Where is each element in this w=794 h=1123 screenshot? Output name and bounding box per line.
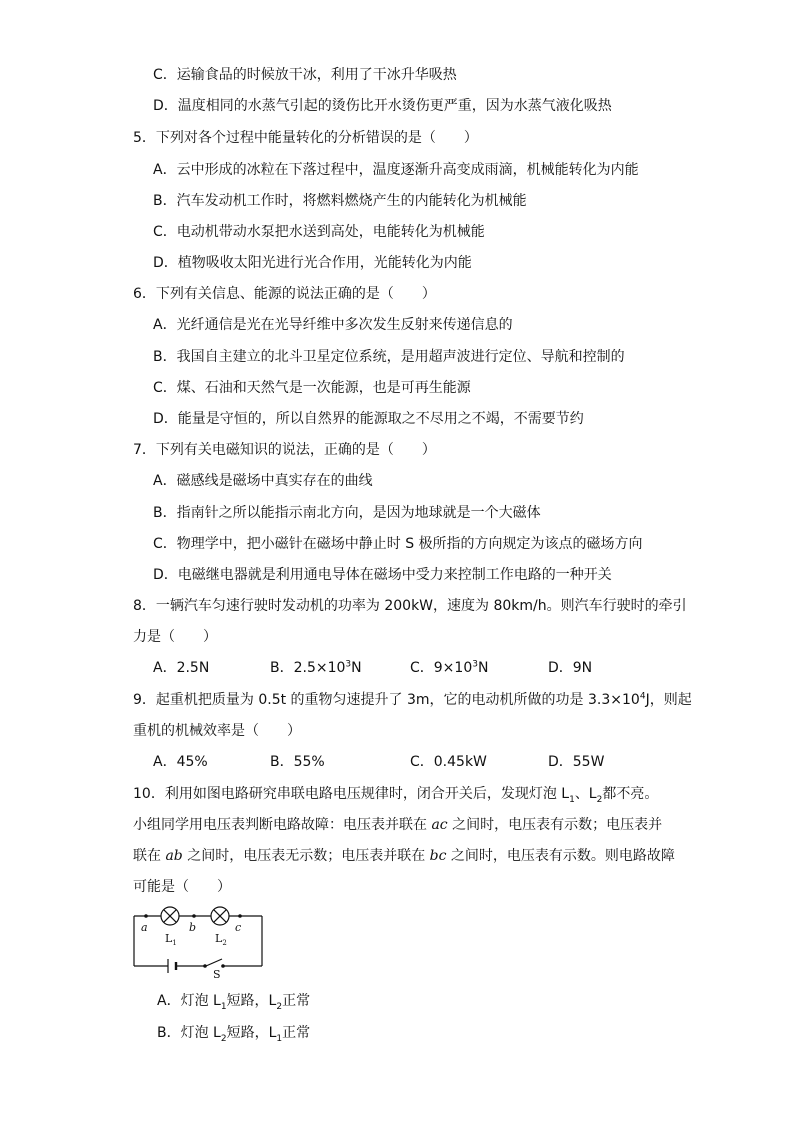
q6-option-d: D．能量是守恒的，所以自然界的能源取之不尽用之不竭，不需要节约: [153, 411, 584, 427]
q7-option-a: A．磁感线是磁场中真实存在的曲线: [153, 473, 373, 489]
q9-stem-line2: 重机的机械效率是（ ）: [133, 723, 301, 739]
q8-option-a: A．2.5N: [153, 660, 210, 676]
q9-option-d: D．55W: [548, 754, 605, 770]
label-c: c: [235, 921, 242, 934]
label-l2: $L_2$: [215, 932, 227, 947]
lamp-l2-icon: [211, 907, 229, 925]
q10-stem-line2: 小组同学用电压表判断电路故障：电压表并联在 ac 之间时，电压表有示数；电压表并: [133, 817, 663, 833]
q8-stem-line1: 8．一辆汽车匀速行驶时发动机的功率为 200kW，速度为 80km/h。则汽车行驶时的牵引: [133, 598, 687, 614]
q7-stem: 7．下列有关电磁知识的说法，正确的是（ ）: [133, 442, 436, 458]
q10-stem-line3: 联在 ab 之间时，电压表无示数；电压表并联在 bc 之间时，电压表有示数。则电路故障: [133, 848, 675, 864]
label-b: b: [189, 921, 197, 934]
switch-icon: [206, 959, 222, 966]
node-b: [192, 914, 196, 918]
q9-option-c: C．0.45kW: [410, 754, 487, 770]
q10-stem-line4: 可能是（ ）: [133, 879, 231, 895]
node-a: [144, 914, 148, 918]
q5-option-d: D．植物吸收太阳光进行光合作用，光能转化为内能: [153, 255, 472, 271]
q5-option-b: B．汽车发动机工作时，将燃料燃烧产生的内能转化为机械能: [153, 193, 527, 209]
q7-option-c: C．物理学中，把小磁针在磁场中静止时 S 极所指的方向规定为该点的磁场方向: [153, 536, 643, 552]
q5-option-a: A．云中形成的冰粒在下落过程中，温度逐渐升高变成雨滴，机械能转化为内能: [153, 162, 639, 178]
q8-option-b: B．$2.5\times 10^3N$: [270, 659, 362, 676]
circuit-diagram: [128, 904, 268, 980]
q5-option-c: C．电动机带动水泵把水送到高处，电能转化为机械能: [153, 224, 485, 240]
q9-option-b: B．55%: [270, 754, 325, 770]
q6-stem: 6．下列有关信息、能源的说法正确的是（ ）: [133, 286, 436, 302]
q4-option-c: C．运输食品的时候放干冰，利用了干冰升华吸热: [153, 67, 457, 83]
q4-option-d: D．温度相同的水蒸气引起的烫伤比开水烫伤更严重，因为水蒸气液化吸热: [153, 98, 612, 114]
q7-option-b: B．指南针之所以能指示南北方向，是因为地球就是一个大磁体: [153, 505, 541, 521]
q8-option-d: D．9N: [548, 660, 593, 676]
switch-contact: [221, 964, 225, 968]
q9-stem-line1: 9．起重机把质量为 0.5t 的重物匀速提升了 3m，它的电动机所做的功是 $3.3\times 10^4J$，则起: [133, 691, 692, 708]
switch-pivot: [203, 964, 207, 968]
node-c: [238, 914, 242, 918]
q7-option-d: D．电磁继电器就是利用通电导体在磁场中受力来控制工作电路的一种开关: [153, 567, 612, 583]
label-s: S: [213, 968, 221, 980]
q6-option-a: A．光纤通信是光在光导纤维中多次发生反射来传递信息的: [153, 317, 513, 333]
q6-option-c: C．煤、石油和天然气是一次能源，也是可再生能源: [153, 380, 471, 396]
lamp-l1-icon: [161, 907, 179, 925]
label-l1: $L_1$: [165, 932, 177, 947]
battery-icon: [168, 959, 176, 973]
q10-option-a: A．灯泡 $L_1$短路，$L_2$正常: [157, 993, 311, 1012]
q6-option-b: B．我国自主建立的北斗卫星定位系统，是用超声波进行定位、导航和控制的: [153, 349, 625, 365]
q10-stem-line1: 10．利用如图电路研究串联电路电压规律时，闭合开关后，发现灯泡 $L_1$、$L_2$都不亮。: [133, 786, 659, 805]
label-a: a: [141, 921, 148, 934]
q8-stem-line2: 力是（ ）: [133, 629, 217, 645]
q10-option-b: B．灯泡 $L_2$短路，$L_1$正常: [157, 1025, 311, 1044]
q8-option-c: C．$9\times 10^3N$: [410, 659, 489, 676]
q9-option-a: A．45%: [153, 754, 208, 770]
q5-stem: 5．下列对各个过程中能量转化的分析错误的是（ ）: [133, 130, 478, 146]
